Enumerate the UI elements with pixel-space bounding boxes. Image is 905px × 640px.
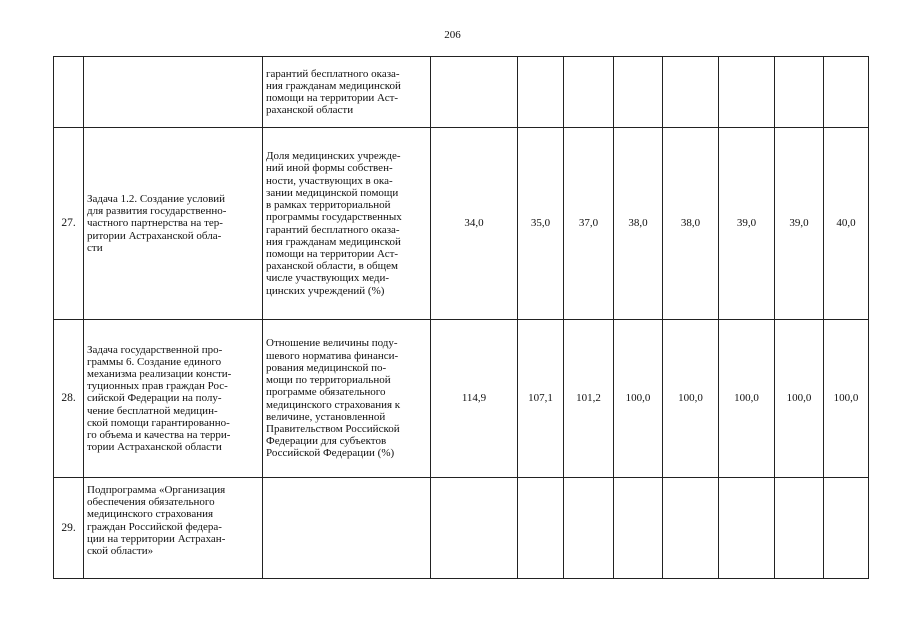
row-number-cell: 28. — [54, 320, 84, 478]
value-cell: 100,0 — [663, 320, 719, 478]
value-cell: 40,0 — [824, 128, 869, 320]
value-cell: 100,0 — [719, 320, 775, 478]
indicator-cell — [263, 478, 431, 579]
value-cell — [518, 478, 564, 579]
value-cell: 100,0 — [775, 320, 824, 478]
value-cell: 39,0 — [775, 128, 824, 320]
indicator-cell — [263, 57, 431, 128]
value-cell: 37,0 — [564, 128, 614, 320]
task-cell — [84, 128, 263, 320]
value-cell — [663, 478, 719, 579]
task-text: Подпрограмма «Организация обеспечения обязательного медицинского страхования граждан Российской федера- ции на территории Астрахан- ской области» — [87, 484, 226, 558]
indicator-text: гарантий бесплатного оказа- ния гражданам медицинской помощи на территории Аст- раханской области — [266, 67, 401, 117]
indicator-cell — [263, 128, 431, 320]
value-cell: 34,0 — [431, 128, 518, 320]
value-cell — [719, 57, 775, 128]
value-cell: 38,0 — [614, 128, 663, 320]
task-text: Задача 1.2. Создание условий для развития государственно- частного партнерства на тер- ритории Астраханской обла- сти — [87, 192, 227, 254]
value-cell: 100,0 — [824, 320, 869, 478]
table-row — [54, 57, 869, 128]
task-cell — [84, 478, 263, 579]
value-cell: 38,0 — [663, 128, 719, 320]
task-cell — [84, 57, 263, 128]
value-cell: 35,0 — [518, 128, 564, 320]
row-number-cell — [54, 57, 84, 128]
table-row — [54, 478, 869, 579]
table-row — [54, 128, 869, 320]
value-cell: 107,1 — [518, 320, 564, 478]
indicators-table — [53, 56, 869, 579]
value-cell — [564, 478, 614, 579]
value-cell — [775, 57, 824, 128]
value-cell — [719, 478, 775, 579]
value-cell — [775, 478, 824, 579]
row-number-cell: 29. — [54, 478, 84, 579]
value-cell — [614, 57, 663, 128]
indicator-text: Доля медицинских учрежде- ний иной формы собствен- ности, участвующих в ока- зании медицинской помощи в рамках территориальной программы государственных гарантий бесплатного оказа- ния гражданам медицинской помощи на территории Аст- раханской области, в общем числе участвующих меди- цинских учреждений (%) — [266, 150, 402, 297]
value-cell: 101,2 — [564, 320, 614, 478]
value-cell — [431, 57, 518, 128]
value-cell — [614, 478, 663, 579]
indicator-text: Отношение величины поду- шевого норматива финанси- рования медицинской по- мощи по территориальной программе обязательного медицинского страхования к величине, установленной Правительством Российской Федерации для субъектов Российской Федерации (%) — [266, 337, 401, 460]
task-cell — [84, 320, 263, 478]
value-cell: 100,0 — [614, 320, 663, 478]
table-row — [54, 320, 869, 478]
task-text: Задача государственной про- граммы 6. Создание единого механизма реализации консти- туционных прав граждан Рос- сийской Федерации на полу- чение бесплатной медицин- ской помощи гарантированно- го объема и качества на терри- тории Астраханской области — [87, 343, 232, 454]
indicator-cell — [263, 320, 431, 478]
value-cell — [431, 478, 518, 579]
value-cell — [663, 57, 719, 128]
page-number: 206 — [444, 29, 461, 41]
value-cell — [824, 478, 869, 579]
row-number-cell: 27. — [54, 128, 84, 320]
value-cell: 39,0 — [719, 128, 775, 320]
value-cell — [518, 57, 564, 128]
value-cell: 114,9 — [431, 320, 518, 478]
value-cell — [824, 57, 869, 128]
value-cell — [564, 57, 614, 128]
